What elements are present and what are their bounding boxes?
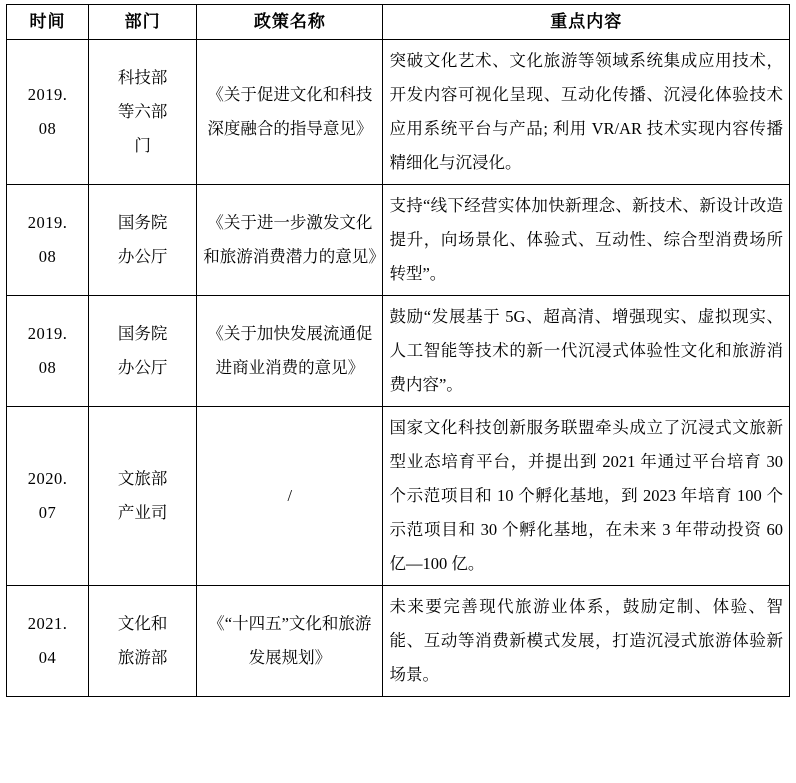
cell-department (89, 40, 197, 185)
cell-policy-name (197, 407, 383, 586)
table-row (7, 296, 790, 407)
cell-policy-name: 《关于促进文化和科技深度融合的指导意见》 (197, 40, 383, 185)
dept-line-2: 旅游部 (117, 648, 168, 667)
dept-line-1: 文旅部 (117, 469, 168, 488)
table-row (7, 586, 790, 697)
column-header-department: 部门 (89, 5, 197, 40)
dept-line-1: 国务院 (117, 213, 168, 232)
time-line-year: 2019. (27, 85, 68, 104)
table-header-row (7, 5, 790, 40)
table-body (7, 40, 790, 697)
dept-line-2: 办公厅 (117, 358, 168, 377)
cell-policy-name: 《关于加快发展流通促进商业消费的意见》 (197, 296, 383, 407)
cell-key-content: 支持“线下经营实体加快新理念、新技术、新设计改造提升，向场景化、体验式、互动性、综合型消费场所转型”。 (383, 185, 790, 296)
policy-table (6, 4, 790, 697)
time-line-year: 2019. (27, 324, 68, 343)
cell-department (89, 185, 197, 296)
cell-time (7, 40, 89, 185)
cell-time (7, 296, 89, 407)
cell-key-content: 国家文化科技创新服务联盟牵头成立了沉浸式文旅新型业态培育平台，并提出到 2021 年通过平台培育 30 个示范项目和 10 个孵化基地，到 2023 年培育 100 个示范项目和 30 个孵化基地，在未来 3 年带动投资 60 亿—100 亿。 (383, 407, 790, 586)
time-line-month: 08 (38, 247, 57, 266)
cell-department (89, 586, 197, 697)
dept-line-1: 文化和 (117, 614, 168, 633)
cell-key-content: 未来要完善现代旅游业体系，鼓励定制、体验、智能、互动等消费新模式发展，打造沉浸式旅游体验新场景。 (383, 586, 790, 697)
cell-time (7, 185, 89, 296)
time-line-month: 08 (38, 119, 57, 138)
dept-line-1: 国务院 (117, 324, 168, 343)
time-line-year: 2021. (27, 614, 68, 633)
cell-key-content: 鼓励“发展基于 5G、超高清、增强现实、虚拟现实、人工智能等技术的新一代沉浸式体验性文化和旅游消费内容”。 (383, 296, 790, 407)
time-line-month: 08 (38, 358, 57, 377)
cell-department (89, 296, 197, 407)
cell-time (7, 586, 89, 697)
time-line-month: 04 (38, 648, 57, 667)
dept-line-2: 等六部 (117, 102, 168, 121)
cell-policy-name: 《“十四五”文化和旅游发展规划》 (197, 586, 383, 697)
time-line-month: 07 (38, 503, 57, 522)
table-header (7, 5, 790, 40)
dept-line-2: 产业司 (117, 503, 168, 522)
cell-key-content: 突破文化艺术、文化旅游等领域系统集成应用技术，开发内容可视化呈现、互动化传播、沉浸化体验技术应用系统平台与产品; 利用 VR/AR 技术实现内容传播精细化与沉浸化。 (383, 40, 790, 185)
dept-line-3: 门 (134, 136, 151, 155)
policy-name-placeholder: / (287, 486, 293, 505)
cell-policy-name: 《关于进一步激发文化和旅游消费潜力的意见》 (197, 185, 383, 296)
dept-line-2: 办公厅 (117, 247, 168, 266)
time-line-year: 2020. (27, 469, 68, 488)
column-header-key-content: 重点内容 (383, 5, 790, 40)
table-row (7, 185, 790, 296)
table-row (7, 407, 790, 586)
cell-time (7, 407, 89, 586)
time-line-year: 2019. (27, 213, 68, 232)
table-row (7, 40, 790, 185)
column-header-policy-name: 政策名称 (197, 5, 383, 40)
cell-department (89, 407, 197, 586)
column-header-time: 时间 (7, 5, 89, 40)
dept-line-1: 科技部 (117, 68, 168, 87)
